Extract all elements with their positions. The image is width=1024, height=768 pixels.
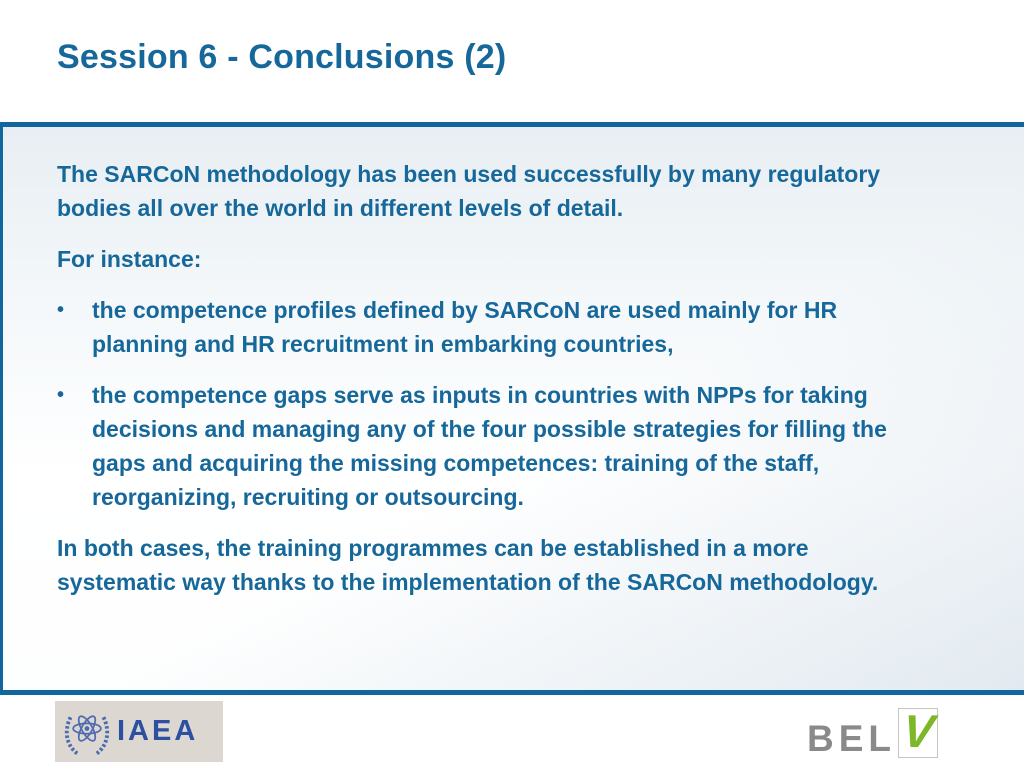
belv-logo	[807, 705, 938, 759]
bullet-icon: •	[57, 299, 65, 321]
bullet-icon: •	[57, 384, 65, 406]
left-edge-bar	[0, 122, 3, 695]
lead-in-paragraph: For instance:	[57, 246, 202, 272]
title-divider-rule	[0, 122, 1024, 127]
bullet-item	[57, 378, 917, 514]
title-band	[0, 0, 1024, 122]
bullet-text: the competence profiles defined by SARCoN are used mainly for HR planning and HR recruitment in embarking countries,	[92, 297, 838, 357]
iaea-atom-wreath-icon	[61, 706, 113, 758]
slide-title: Session 6 - Conclusions (2)	[57, 38, 507, 76]
intro-paragraph: The SARCoN methodology has been used successfully by many regulatory bodies all over the world in different levels of detail.	[57, 161, 881, 221]
conclusion-paragraph: In both cases, the training programmes can be established in a more systematic way thanks to the implementation of the SARCoN methodology.	[57, 535, 879, 595]
iaea-logo	[55, 701, 223, 762]
belv-checkmark-box	[898, 705, 938, 758]
slide-footer	[0, 695, 1024, 768]
belv-check-icon: V	[900, 705, 937, 757]
belv-wordmark: BEL	[807, 718, 896, 759]
slide-body	[0, 127, 1024, 690]
slide-content	[57, 157, 917, 616]
iaea-wordmark: IAEA	[117, 715, 199, 747]
bullet-item	[57, 293, 917, 361]
bullet-text: the competence gaps serve as inputs in countries with NPPs for taking decisions and managing any of the four possible strategies for filling the gaps and acquiring the missing competences: training of the staff, reorganizing, recruiting or outsourcing.	[92, 382, 887, 510]
